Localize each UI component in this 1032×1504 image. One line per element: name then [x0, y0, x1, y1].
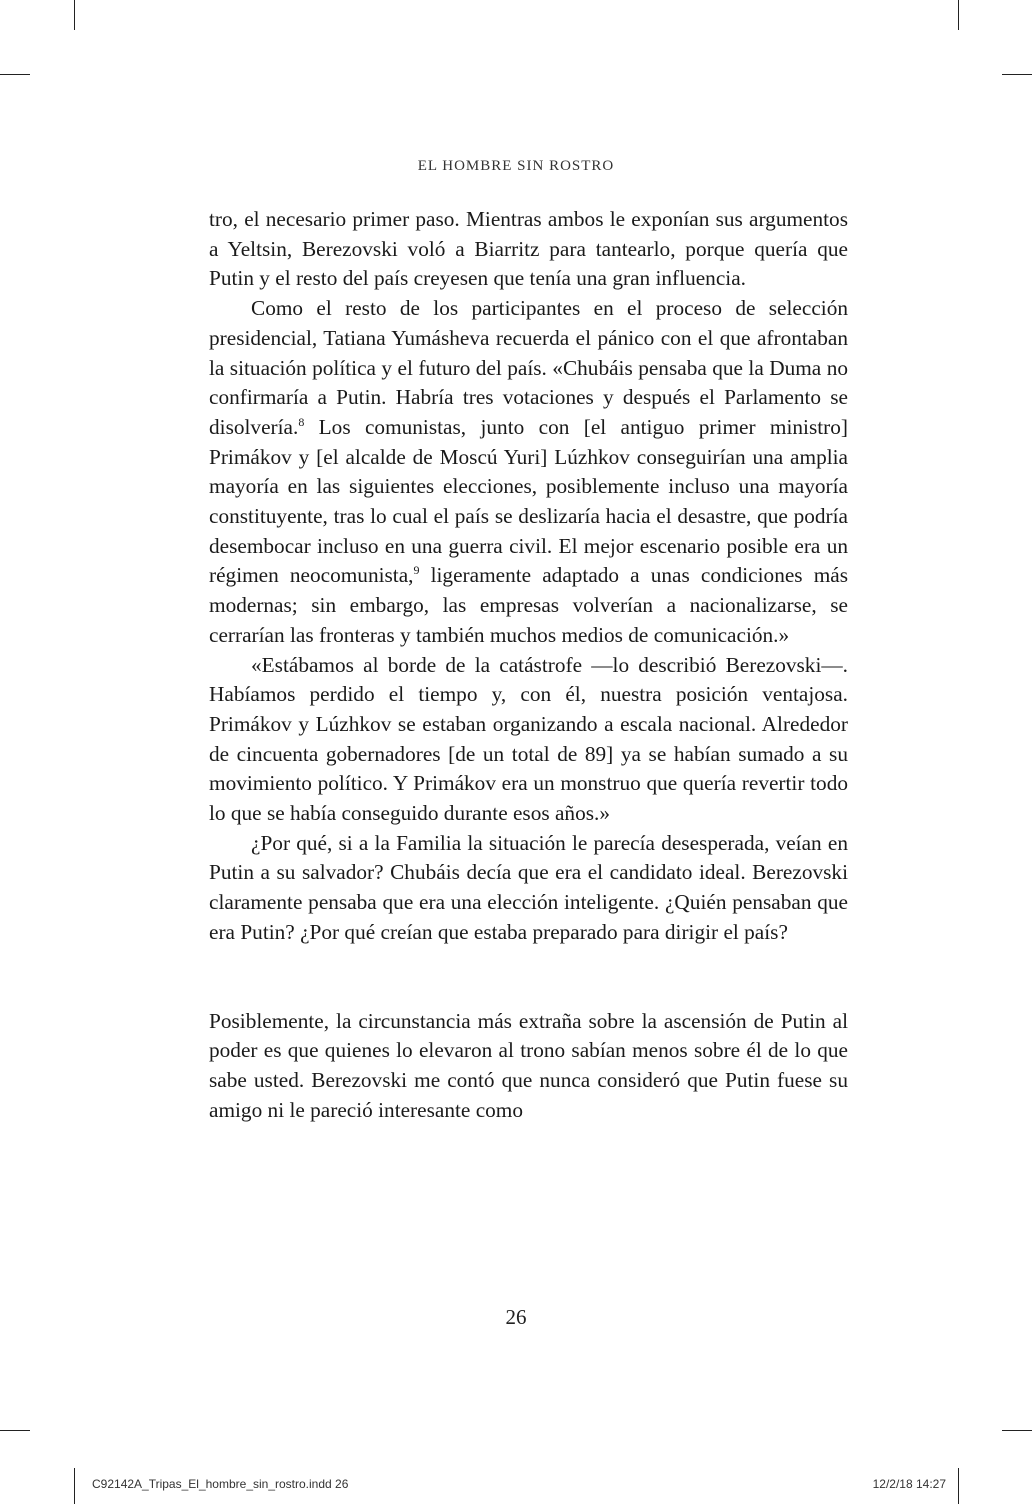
section-paragraph: Posiblemente, la circunstancia más extraña sobre la ascensión de Putin al poder es que quienes lo elevaron al trono sabían menos sobre él de lo que sabe usted. Berezovski me contó que nunca consideró que Putin fuese su amigo ni le pareció interesante como — [209, 1008, 848, 1122]
crop-mark-left-lower — [0, 1430, 30, 1431]
crop-mark-right-upper — [1002, 74, 1032, 75]
paragraph: ¿Por qué, si a la Familia la situación le parecía desesperada, veían en Putin a su salvador? Chubáis decía que era el candidato ideal. Berezovski claramente pensaba que era una elección inteligente. ¿Quién pensaban que era Putin? ¿Por qué creían que estaba preparado para dirigir el país? — [209, 830, 848, 944]
page-number: 26 — [505, 1305, 527, 1329]
slug-filename: C92142A_Tripas_El_hombre_sin_rostro.indd 26 — [92, 1477, 349, 1491]
crop-mark-bottom-left — [74, 1468, 75, 1504]
footnote-ref[interactable]: 9 — [413, 563, 420, 578]
paragraph — [209, 294, 848, 650]
crop-mark-top-left — [74, 0, 75, 30]
paragraph-text: Como el resto de los participantes en el proceso de selección presidencial, Tatiana Yumásheva recuerda el pánico con el que afrontaban la situación política y el futuro del país. «Chubáis pensaba que la Duma no confirmaría a Putin. Habría tres votaciones y después el Parlamento se disolvería. — [209, 296, 848, 439]
paragraph-text: Los comunistas, junto con [el antiguo primer ministro] Primákov y [el alcalde de Moscú Yuri] Lúzhkov conseguirían una amplia mayoría en las siguientes elecciones, posiblemente incluso una mayoría constituyente, tras lo cual el país se deslizaría hacia el desastre, que podría desembocar incluso en una guerra civil. El mejor escenario posible era un régimen neocomunista, — [209, 414, 848, 588]
crop-mark-right-lower — [1002, 1430, 1032, 1431]
crop-mark-bottom-right — [958, 1468, 959, 1504]
paragraph-text: ligeramente adaptado a unas condiciones más modernas; sin embargo, las empresas volverían a nacionalizarse, se cerrarían las fronteras y también muchos medios de comunicación.» — [209, 563, 848, 647]
footnote-ref[interactable]: 8 — [298, 414, 305, 429]
paragraph: tro, el necesario primer paso. Mientras ambos le exponían sus argumentos a Yeltsin, Berezovski voló a Biarritz para tantearlo, porque quería que Putin y el resto del país creyesen que tenía una gran influencia. — [209, 207, 848, 291]
crop-mark-left-upper — [0, 74, 30, 75]
running-head: EL HOMBRE SIN ROSTRO — [417, 158, 615, 174]
slug-timestamp: 12/2/18 14:27 — [872, 1477, 946, 1491]
crop-mark-top-right — [958, 0, 959, 30]
body-text — [209, 205, 848, 1125]
paragraph: «Estábamos al borde de la catástrofe —lo describió Berezovski—. Habíamos perdido el tiempo y, con él, nuestra posición ventajosa. Primákov y Lúzhkov se estaban organizando a escala nacional. Alrededor de cincuenta gobernadores [de un total de 89] ya se habían sumado a su movimiento político. Y Primákov era un monstruo que quería revertir todo lo que se había conseguido durante esos años.» — [209, 652, 848, 826]
